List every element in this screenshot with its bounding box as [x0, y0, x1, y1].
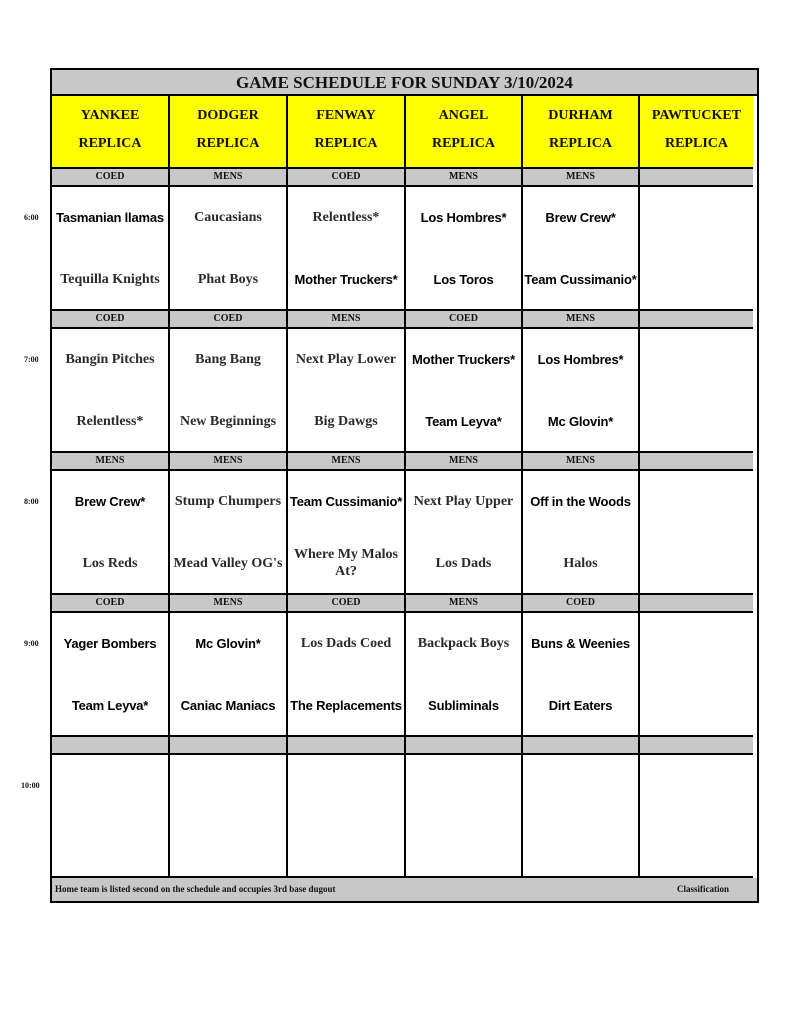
away-team: Los Dads Coed	[300, 635, 392, 651]
classification-cell: COED	[288, 169, 406, 187]
game-cell	[406, 613, 523, 737]
away-team: Buns & Weenies	[531, 635, 630, 651]
field-header-5	[640, 96, 753, 169]
away-team	[53, 765, 167, 805]
home-team	[53, 827, 167, 867]
classification-cell	[288, 737, 406, 755]
home-team	[641, 827, 752, 867]
field-name: ANGEL	[438, 108, 489, 123]
field-header-0	[52, 96, 170, 169]
game-cell	[640, 187, 753, 311]
home-team: Where My Malos At?	[294, 547, 398, 579]
classification-cell: COED	[406, 311, 523, 329]
classification-cell: MENS	[170, 169, 288, 187]
game-cell	[170, 613, 288, 737]
classification-cell: COED	[170, 311, 288, 329]
away-team: Backpack Boys	[417, 635, 510, 651]
classification-cell: COED	[52, 169, 170, 187]
game-cell	[288, 755, 406, 878]
game-cell	[288, 187, 406, 311]
field-subtitle: REPLICA	[548, 136, 612, 151]
away-team: Stump Chumpers	[174, 493, 282, 509]
away-team	[641, 197, 752, 237]
away-team: Yager Bombers	[63, 635, 157, 651]
game-cell	[52, 613, 170, 737]
home-team	[171, 827, 285, 867]
away-team: Brew Crew*	[545, 209, 616, 225]
home-team: Mother Truckers*	[294, 271, 398, 287]
game-cell	[170, 329, 288, 453]
classification-cell: MENS	[406, 169, 523, 187]
away-team: Off in the Woods	[530, 493, 631, 509]
game-cell	[523, 755, 640, 878]
classification-cell	[640, 595, 753, 613]
game-cell	[170, 471, 288, 595]
classification-cell: COED	[523, 595, 640, 613]
away-team	[641, 339, 752, 379]
home-team: Los Dads	[435, 555, 492, 571]
classification-cell: MENS	[288, 453, 406, 471]
game-cell	[640, 613, 753, 737]
classification-cell	[640, 169, 753, 187]
game-cell	[640, 471, 753, 595]
home-team	[289, 827, 403, 867]
field-name: PAWTUCKET	[651, 108, 742, 123]
home-team: Mc Glovin*	[547, 413, 614, 429]
field-subtitle: REPLICA	[664, 136, 728, 151]
game-cell	[640, 329, 753, 453]
field-name: YANKEE	[80, 108, 140, 123]
away-team	[641, 481, 752, 521]
classification-cell	[640, 311, 753, 329]
home-team: Team Leyva*	[71, 697, 149, 713]
footer-note: Home team is listed second on the schedule and occupies 3rd base dugout	[55, 884, 336, 894]
away-team: Relentless*	[312, 209, 380, 225]
field-subtitle: REPLICA	[196, 136, 260, 151]
field-header-3	[406, 96, 523, 169]
home-team	[641, 543, 752, 583]
classification-cell: MENS	[406, 453, 523, 471]
home-team	[641, 685, 752, 725]
away-team: Mother Truckers*	[411, 351, 515, 367]
away-team: Mc Glovin*	[195, 635, 261, 651]
away-team	[641, 765, 752, 805]
home-team: Los Reds	[82, 555, 138, 571]
game-cell	[52, 471, 170, 595]
away-team	[524, 765, 637, 805]
classification-cell: COED	[288, 595, 406, 613]
classification-cell: COED	[52, 311, 170, 329]
classification-cell: MENS	[170, 453, 288, 471]
classification-cell: MENS	[523, 311, 640, 329]
home-team: Caniac Maniacs	[180, 697, 276, 713]
game-cell	[406, 187, 523, 311]
classification-cell: MENS	[523, 169, 640, 187]
home-team: Subliminals	[428, 697, 499, 713]
home-team	[641, 401, 752, 441]
home-team	[407, 827, 520, 867]
away-team: Bang Bang	[195, 351, 261, 367]
home-team	[641, 259, 752, 299]
time-label: 7:00	[24, 355, 39, 364]
away-team: Next Play Lower	[295, 351, 397, 367]
home-team: Team Leyva*	[425, 413, 502, 429]
field-header-2	[288, 96, 406, 169]
home-team	[524, 827, 637, 867]
away-team	[641, 623, 752, 663]
away-team: Brew Crew*	[74, 493, 146, 509]
away-team	[289, 765, 403, 805]
game-cell	[52, 187, 170, 311]
game-cell	[406, 755, 523, 878]
footer-bar	[52, 878, 757, 901]
home-team: New Beginnings	[179, 413, 277, 429]
classification-cell	[52, 737, 170, 755]
away-team: Tasmanian llamas	[56, 209, 164, 225]
game-cell	[288, 471, 406, 595]
away-team: Los Hombres*	[537, 351, 624, 367]
field-name: DURHAM	[548, 108, 613, 123]
home-team: Team Cussimanio*	[524, 271, 637, 287]
home-team: Los Toros	[433, 271, 494, 287]
classification-cell	[406, 737, 523, 755]
classification-cell: MENS	[52, 453, 170, 471]
field-name: FENWAY	[316, 108, 376, 123]
away-team: Los Hombres*	[420, 209, 507, 225]
game-cell	[406, 329, 523, 453]
classification-cell	[640, 453, 753, 471]
home-team: The Replacements	[290, 697, 402, 713]
home-team: Dirt Eaters	[548, 697, 613, 713]
home-team: Relentless*	[76, 413, 144, 429]
classification-cell: MENS	[523, 453, 640, 471]
classification-cell	[640, 737, 753, 755]
time-label: 10:00	[21, 781, 40, 790]
game-cell	[288, 329, 406, 453]
game-cell	[640, 755, 753, 878]
home-team: Phat Boys	[197, 271, 259, 287]
time-label: 9:00	[24, 639, 39, 648]
game-cell	[170, 755, 288, 878]
classification-cell: COED	[52, 595, 170, 613]
classification-cell: MENS	[170, 595, 288, 613]
game-cell	[406, 471, 523, 595]
classification-cell	[523, 737, 640, 755]
footer-classification: Classification	[676, 884, 729, 894]
game-cell	[170, 187, 288, 311]
away-team	[407, 765, 520, 805]
game-cell	[523, 329, 640, 453]
game-cell	[523, 613, 640, 737]
home-team: Big Dawgs	[314, 413, 378, 429]
field-name: DODGER	[197, 108, 259, 123]
time-label: 6:00	[24, 213, 39, 222]
away-team	[171, 765, 285, 805]
field-header-1	[170, 96, 288, 169]
away-team: Next Play Upper	[413, 493, 514, 509]
classification-cell	[170, 737, 288, 755]
away-team: Caucasians	[194, 209, 262, 225]
game-cell	[52, 329, 170, 453]
classification-cell: MENS	[406, 595, 523, 613]
classification-cell: MENS	[288, 311, 406, 329]
field-header-4	[523, 96, 640, 169]
away-team: Team Cussimanio*	[289, 493, 403, 509]
time-label: 8:00	[24, 497, 39, 506]
field-subtitle: REPLICA	[431, 136, 495, 151]
away-team: Bangin Pitches	[65, 351, 155, 367]
schedule-sheet	[50, 68, 759, 903]
game-cell	[523, 187, 640, 311]
field-subtitle: REPLICA	[78, 136, 142, 151]
home-team: Mead Valley OG's	[173, 555, 283, 571]
game-cell	[52, 755, 170, 878]
game-cell	[523, 471, 640, 595]
field-subtitle: REPLICA	[314, 136, 378, 151]
game-cell	[288, 613, 406, 737]
home-team: Tequilla Knights	[60, 271, 160, 287]
schedule-title: GAME SCHEDULE FOR SUNDAY 3/10/2024	[52, 70, 757, 96]
home-team: Halos	[563, 555, 598, 571]
